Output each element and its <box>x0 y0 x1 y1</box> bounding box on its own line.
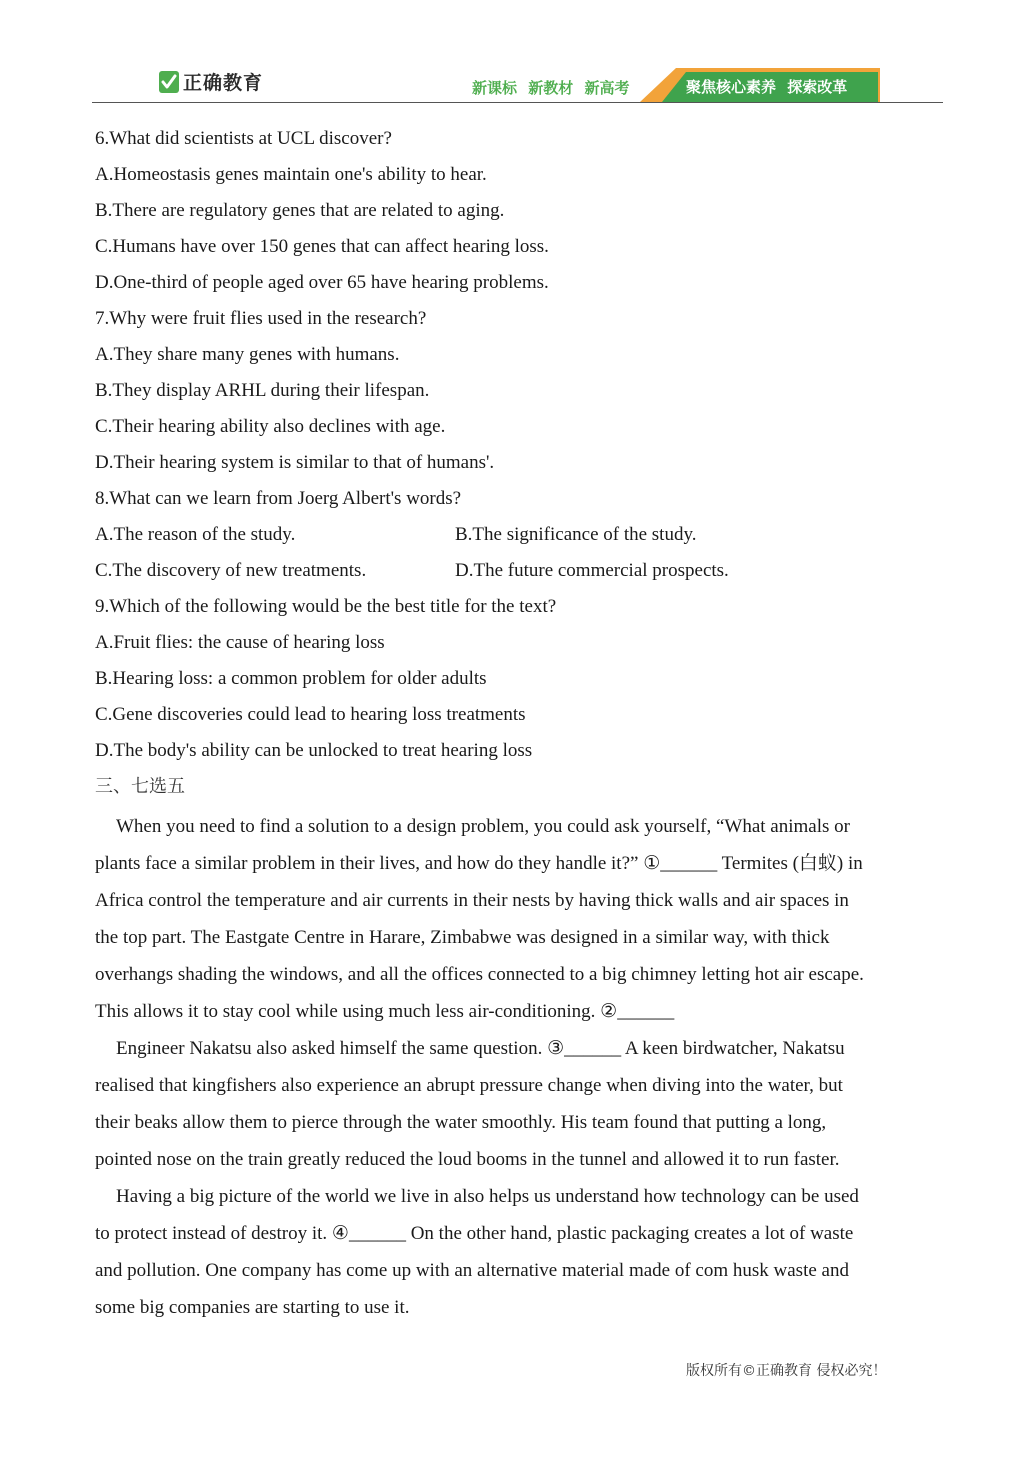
answer-option: C.The discovery of new treatments. <box>95 560 367 581</box>
question-stem: 6.What did scientists at UCL discover? <box>95 128 392 149</box>
option-row <box>95 558 945 594</box>
question-stem: 9.Which of the following would be the best title for the text? <box>95 596 557 617</box>
passage-line: their beaks allow them to pierce through the water smoothly. His team found that putting a long, <box>95 1112 827 1133</box>
document-body <box>95 126 945 1332</box>
answer-option: D.Their hearing system is similar to that of humans'. <box>95 452 495 473</box>
checkmark-logo-icon <box>158 70 180 94</box>
answer-option: C.Humans have over 150 genes that can affect hearing loss. <box>95 236 549 257</box>
passage-paragraph <box>95 1184 945 1332</box>
passage-line: realised that kingfishers also experience an abrupt pressure change when diving into the water, but <box>95 1075 843 1096</box>
answer-option: B.The significance of the study. <box>455 524 697 545</box>
brand-logo <box>158 68 263 95</box>
copyright-footer: 版权所有©正确教育 侵权必究！ <box>686 1363 887 1379</box>
answer-option: D.The future commercial prospects. <box>455 560 729 581</box>
logo-text: 正确教育 <box>183 72 264 94</box>
passage-line: Africa control the temperature and air currents in their nests by having thick walls and air spaces in <box>95 890 849 911</box>
passage-line: When you need to find a solution to a design problem, you could ask yourself, “What animals or <box>116 816 850 837</box>
section-title: 三、七选五 <box>95 776 185 797</box>
passage-line: the top part. The Eastgate Centre in Harare, Zimbabwe was designed in a similar way, with thick <box>95 927 830 948</box>
passage-line: pointed nose on the train greatly reduced the loud booms in the tunnel and allowed it to run faster. <box>95 1149 840 1170</box>
passage-paragraph <box>95 1036 945 1184</box>
answer-option: A.Homeostasis genes maintain one's ability to hear. <box>95 164 487 185</box>
answer-option: C.Their hearing ability also declines with age. <box>95 416 446 437</box>
answer-option: B.They display ARHL during their lifespan. <box>95 380 430 401</box>
passage-line: This allows it to stay cool while using much less air-conditioning. ②______ <box>95 1001 675 1022</box>
answer-option: A.Fruit flies: the cause of hearing loss <box>95 632 385 653</box>
answer-option: A.The reason of the study. <box>95 524 296 545</box>
answer-option: B.Hearing loss: a common problem for older adults <box>95 668 487 689</box>
passage-paragraph <box>95 814 945 1036</box>
answer-option: C.Gene discoveries could lead to hearing loss treatments <box>95 704 526 725</box>
passage-line: Engineer Nakatsu also asked himself the same question. ③______ A keen birdwatcher, Nakatsu <box>116 1038 845 1059</box>
header-rule <box>92 102 943 103</box>
passage-line: some big companies are starting to use it. <box>95 1297 410 1318</box>
passage-line: Having a big picture of the world we live in also helps us understand how technology can be used <box>116 1186 859 1207</box>
answer-option: A.They share many genes with humans. <box>95 344 400 365</box>
passage-line: and pollution. One company has come up with an alternative material made of com husk waste and <box>95 1260 849 1281</box>
answer-option: B.There are regulatory genes that are related to aging. <box>95 200 505 221</box>
page-header <box>0 0 1034 110</box>
passage-line: to protect instead of destroy it. ④______ On the other hand, plastic packaging creates a lot of waste <box>95 1223 854 1244</box>
answer-option: D.The body's ability can be unlocked to treat hearing loss <box>95 740 533 761</box>
header-banner-text: 聚焦核心素养 探索改革 <box>686 78 848 96</box>
header-slogan: 新课标 新教材 新高考 <box>472 79 630 97</box>
answer-option: D.One-third of people aged over 65 have hearing problems. <box>95 272 549 293</box>
option-row <box>95 522 945 558</box>
passage-line: overhangs shading the windows, and all the offices connected to a big chimney letting hot air escape. <box>95 964 864 985</box>
question-stem: 8.What can we learn from Joerg Albert's words? <box>95 488 462 509</box>
question-stem: 7.Why were fruit flies used in the research? <box>95 308 427 329</box>
passage-line: plants face a similar problem in their lives, and how do they handle it?” ①______ Termites (白蚁) in <box>95 853 863 874</box>
